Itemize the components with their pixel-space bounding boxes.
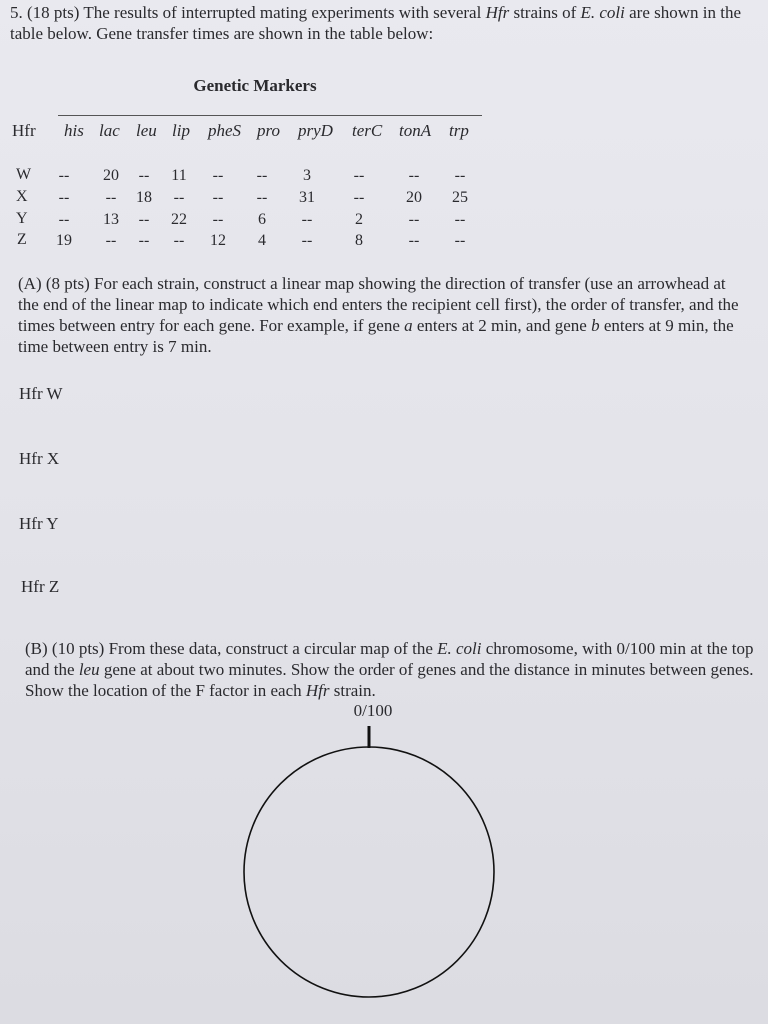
column-header-pro: pro [257, 121, 280, 140]
table-cell: -- [173, 232, 185, 249]
table-cell: 31 [299, 189, 315, 206]
intro-text: 5. (18 pts) The results of interrupted mating experiments with several [10, 3, 486, 22]
part-b-text: strain. [329, 681, 376, 700]
table-cell: 22 [171, 211, 187, 228]
table-cell: 25 [452, 189, 468, 206]
column-header-tona: tonA [399, 121, 432, 140]
gene-b-term: b [591, 316, 600, 335]
part-a-text: enters at 2 min, and gene [412, 316, 592, 335]
part-b-text: gene at about two minutes. Show the order of genes and the distance in minutes between genes. Show the location of the F factor in each [25, 660, 754, 700]
table-cell: 20 [406, 189, 422, 206]
column-header-trp: trp [449, 121, 469, 140]
column-header-phes: pheS [208, 121, 242, 140]
hfr-z-label: Hfr Z [21, 577, 60, 596]
column-header-his: his [64, 121, 84, 140]
hfr-x-label: Hfr X [19, 449, 60, 468]
table-cell: -- [212, 211, 224, 228]
table-row-header: Hfr [12, 121, 36, 140]
table-cell: -- [105, 189, 117, 206]
table-title: Genetic Markers [193, 76, 317, 95]
table-cell: -- [301, 211, 313, 228]
table-cell: -- [408, 232, 420, 249]
table-cell: -- [353, 167, 365, 184]
column-header-leu: leu [136, 121, 157, 140]
table-cell: 20 [103, 167, 119, 184]
table-cell: 2 [355, 211, 363, 228]
column-header-terc: terC [352, 121, 383, 140]
table-cell: -- [58, 189, 70, 206]
table-cell: -- [212, 189, 224, 206]
table-cell: 12 [210, 232, 226, 249]
gene-a-term: a [404, 316, 413, 335]
table-cell: -- [212, 167, 224, 184]
table-cell: -- [256, 167, 268, 184]
table-cell: -- [173, 189, 185, 206]
intro-hfr-term: Hfr [485, 3, 510, 22]
ecoli-term: E. coli [437, 639, 482, 658]
part-b-text: chromosome, with 0/100 min at the top and the [25, 639, 754, 679]
hfr-y-label: Hfr Y [19, 514, 59, 533]
table-cell: 19 [56, 232, 72, 249]
row-label-z: Z [17, 231, 27, 248]
row-label-x: X [16, 188, 28, 205]
table-cell: 4 [258, 232, 266, 249]
table-cell: 3 [303, 167, 311, 184]
table-cell: 18 [136, 189, 152, 206]
part-a-text: enters at 9 min, the time between entry is 7 min. [18, 316, 734, 356]
table-cell: 13 [103, 211, 119, 228]
intro-text: strains of [509, 3, 581, 22]
row-label-w: W [16, 166, 32, 183]
table-cell: -- [408, 211, 420, 228]
intro-text: are shown in the table below. Gene transfer times are shown in the table below: [10, 3, 742, 43]
table-cell: -- [138, 167, 150, 184]
table-cell: -- [256, 189, 268, 206]
chromosome-circle [244, 747, 494, 997]
table-cell: -- [138, 232, 150, 249]
table-cell: -- [138, 211, 150, 228]
column-header-lac: lac [99, 121, 120, 140]
intro-ecoli-term: E. coli [580, 3, 625, 22]
table-cell: 8 [355, 232, 363, 249]
column-header-pryd: pryD [298, 121, 333, 140]
zero-hundred-label: 0/100 [353, 701, 393, 720]
table-cell: -- [58, 167, 70, 184]
table-cell: 6 [258, 211, 266, 228]
part-b-text: (B) (10 pts) From these data, construct a circular map of the [25, 639, 438, 658]
table-cell: -- [58, 211, 70, 228]
table-cell: -- [353, 189, 365, 206]
table-cell: -- [408, 167, 420, 184]
part-a-text: (A) (8 pts) For each strain, construct a linear map showing the direction of transfer (use an arrowhead at the end of the linear map to indicate which end enters the recipient cell first), the order of transfer, and the times between entry for each gene. For example, if gene [18, 274, 739, 335]
table-cell: -- [454, 232, 466, 249]
column-header-lip: lip [172, 121, 190, 140]
table-cell: -- [454, 211, 466, 228]
table-cell: 11 [171, 167, 187, 184]
table-cell: -- [105, 232, 117, 249]
leu-term: leu [78, 660, 100, 679]
table-cell: -- [301, 232, 313, 249]
row-label-y: Y [16, 210, 28, 227]
hfr-term: Hfr [305, 681, 330, 700]
hfr-w-label: Hfr W [19, 384, 63, 403]
table-cell: -- [454, 167, 466, 184]
